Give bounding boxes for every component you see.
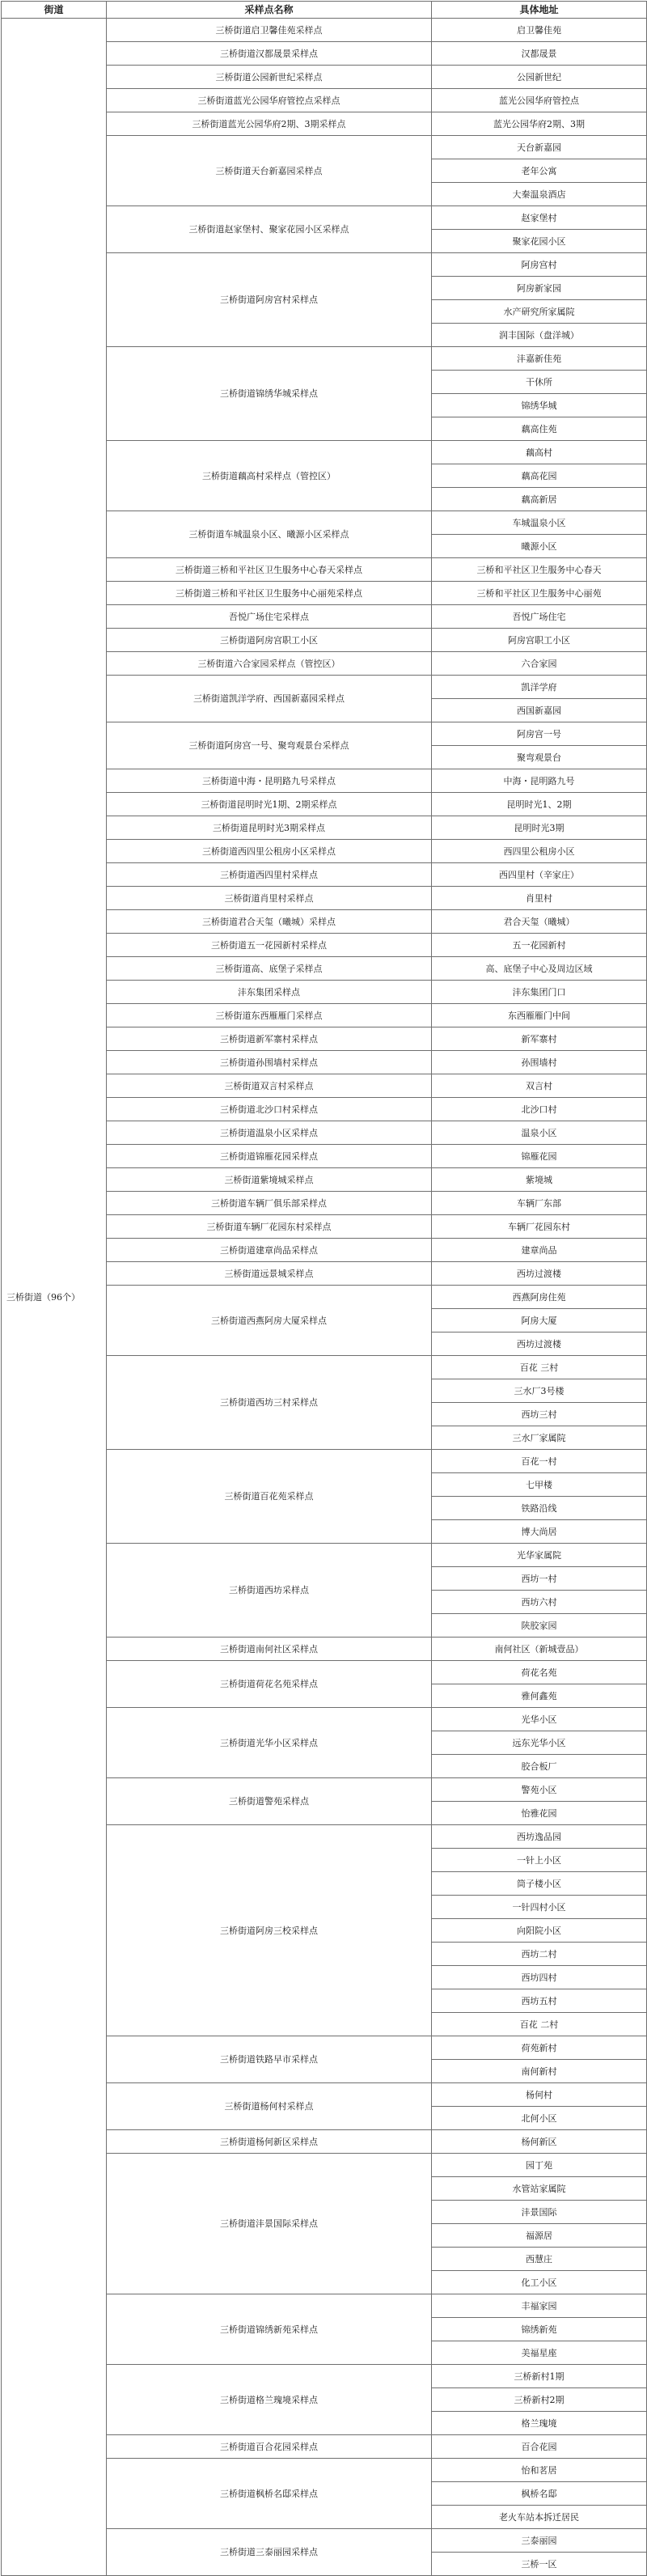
address-cell: 西四里村（辛家庄） xyxy=(432,863,647,887)
address-cell: 百花 三村 xyxy=(432,1356,647,1379)
site-name-cell: 三桥街道汉都晟景采样点 xyxy=(107,42,432,66)
address-cell: 车辆厂花园东村 xyxy=(432,1215,647,1239)
site-name-cell: 三桥街道蓝光公园华府2期、3期采样点 xyxy=(107,112,432,136)
address-cell: 老火车站本拆迁居民 xyxy=(432,2506,647,2529)
address-cell: 建章尚品 xyxy=(432,1239,647,1262)
site-name-cell: 三桥街道阿房宫职工小区 xyxy=(107,629,432,652)
address-cell: 化工小区 xyxy=(432,2271,647,2294)
address-column-header: 具体地址 xyxy=(432,2,647,19)
address-cell: 荷花名苑 xyxy=(432,1661,647,1684)
site-name-cell: 三桥街道阿房宫村采样点 xyxy=(107,253,432,347)
address-cell: 西坊一村 xyxy=(432,1567,647,1591)
site-name-cell: 三桥街道温泉小区采样点 xyxy=(107,1121,432,1145)
address-cell: 西坊逸品园 xyxy=(432,1825,647,1849)
site-name-cell: 三桥街道三桥和平社区卫生服务中心春天采样点 xyxy=(107,558,432,582)
address-cell: 西燕阿房住苑 xyxy=(432,1286,647,1309)
address-cell: 凯洋学府 xyxy=(432,676,647,699)
address-cell: 怡和茗居 xyxy=(432,2459,647,2482)
address-cell: 君合天玺（曦城） xyxy=(432,910,647,934)
address-cell: 吾悦广场住宅 xyxy=(432,605,647,629)
site-name-cell: 三桥街道中海・昆明路九号采样点 xyxy=(107,769,432,793)
site-name-cell: 三桥街道西燕阿房大厦采样点 xyxy=(107,1286,432,1356)
site-name-cell: 三桥街道格兰瑰境采样点 xyxy=(107,2365,432,2435)
address-cell: 百花 二村 xyxy=(432,2013,647,2036)
address-cell: 藕高新居 xyxy=(432,488,647,511)
address-cell: 丰福家园 xyxy=(432,2294,647,2318)
site-name-cell: 三桥街道蓝光公园华府管控点采样点 xyxy=(107,89,432,112)
site-name-cell: 三桥街道赵家堡村、聚家花园小区采样点 xyxy=(107,206,432,253)
site-name-cell: 三桥街道北沙口村采样点 xyxy=(107,1098,432,1121)
address-cell: 昆明时光3期 xyxy=(432,816,647,840)
address-cell: 西坊过渡楼 xyxy=(432,1262,647,1286)
address-cell: 陕胶家园 xyxy=(432,1614,647,1638)
site-name-cell: 三桥街道五一花园新村采样点 xyxy=(107,934,432,957)
site-name-cell: 三桥街道天台新嘉园采样点 xyxy=(107,136,432,206)
address-cell: 双言村 xyxy=(432,1074,647,1098)
address-cell: 三泰丽园 xyxy=(432,2529,647,2553)
site-name-cell: 三桥街道启卫馨佳苑采样点 xyxy=(107,19,432,42)
address-cell: 曦源小区 xyxy=(432,535,647,558)
address-cell: 西国新嘉园 xyxy=(432,699,647,722)
address-cell: 聚弯观景台 xyxy=(432,746,647,769)
address-cell: 西坊三村 xyxy=(432,1403,647,1426)
address-cell: 三水厂3号楼 xyxy=(432,1379,647,1403)
site-name-cell: 三桥街道车辆厂俱乐部采样点 xyxy=(107,1192,432,1215)
address-cell: 杨何新区 xyxy=(432,2130,647,2154)
address-cell: 福源居 xyxy=(432,2224,647,2248)
address-cell: 蓝光公园华府2期、3期 xyxy=(432,112,647,136)
sampling-sites-table xyxy=(1,1,647,2576)
address-cell: 车城温泉小区 xyxy=(432,511,647,535)
site-name-cell: 三桥街道锦绣新苑采样点 xyxy=(107,2294,432,2365)
address-cell: 铁路沿线 xyxy=(432,1497,647,1520)
address-cell: 远东光华小区 xyxy=(432,1731,647,1755)
address-cell: 向阳院小区 xyxy=(432,1919,647,1943)
site-name-cell: 三桥街道锦绣华城采样点 xyxy=(107,347,432,441)
site-name-cell: 三桥街道车城温泉小区、曦源小区采样点 xyxy=(107,511,432,558)
address-cell: 北沙口村 xyxy=(432,1098,647,1121)
site-name-cell: 三桥街道三桥和平社区卫生服务中心丽苑采样点 xyxy=(107,582,432,605)
address-cell: 一针上小区 xyxy=(432,1849,647,1872)
address-cell: 西坊过渡楼 xyxy=(432,1332,647,1356)
address-cell: 车辆厂东部 xyxy=(432,1192,647,1215)
site-name-cell: 吾悦广场住宅采样点 xyxy=(107,605,432,629)
site-name-column-header: 采样点名称 xyxy=(107,2,432,19)
address-cell: 三水厂家属院 xyxy=(432,1426,647,1450)
address-cell: 启卫馨佳苑 xyxy=(432,19,647,42)
address-cell: 三桥和平社区卫生服务中心春天 xyxy=(432,558,647,582)
address-cell: 格兰瑰境 xyxy=(432,2412,647,2435)
address-cell: 三桥新村1期 xyxy=(432,2365,647,2388)
address-cell: 汉都晟景 xyxy=(432,42,647,66)
address-cell: 西坊四村 xyxy=(432,1966,647,1989)
address-cell: 雅何鑫苑 xyxy=(432,1684,647,1708)
site-name-cell: 三桥街道新军寨村采样点 xyxy=(107,1027,432,1051)
address-cell: 西坊二村 xyxy=(432,1943,647,1966)
address-cell: 怡雅花园 xyxy=(432,1802,647,1825)
street-column-header: 街道 xyxy=(2,2,107,19)
address-cell: 东西雁雁门中间 xyxy=(432,1004,647,1027)
site-name-cell: 三桥街道阿房三校采样点 xyxy=(107,1825,432,2036)
address-cell: 七甲楼 xyxy=(432,1473,647,1497)
address-cell: 沣东集团门口 xyxy=(432,981,647,1004)
address-cell: 三桥新村2期 xyxy=(432,2388,647,2412)
site-name-cell: 沣东集团采样点 xyxy=(107,981,432,1004)
site-name-cell: 三桥街道铁路早市采样点 xyxy=(107,2036,432,2083)
address-cell: 聚家花园小区 xyxy=(432,230,647,253)
address-cell: 光华小区 xyxy=(432,1708,647,1731)
address-cell: 阿房宫村 xyxy=(432,253,647,277)
address-cell: 园丁苑 xyxy=(432,2154,647,2177)
address-cell: 公园新世纪 xyxy=(432,66,647,89)
address-cell: 紫境城 xyxy=(432,1168,647,1192)
address-cell: 一针四村小区 xyxy=(432,1896,647,1919)
address-cell: 沣景国际 xyxy=(432,2201,647,2224)
table-row xyxy=(2,19,647,42)
site-name-cell: 三桥街道肖里村采样点 xyxy=(107,887,432,910)
site-name-cell: 三桥街道三泰丽园采样点 xyxy=(107,2529,432,2576)
address-cell: 筒子楼小区 xyxy=(432,1872,647,1896)
site-name-cell: 三桥街道藕高村采样点（管控区） xyxy=(107,441,432,511)
address-cell: 胶合板厂 xyxy=(432,1755,647,1778)
address-cell: 干休所 xyxy=(432,371,647,394)
street-name-cell: 三桥街道（96个） xyxy=(2,19,107,2576)
address-cell: 阿房宫职工小区 xyxy=(432,629,647,652)
address-cell: 水管站家属院 xyxy=(432,2177,647,2201)
address-cell: 光华家属院 xyxy=(432,1544,647,1567)
site-name-cell: 三桥街道公园新世纪采样点 xyxy=(107,66,432,89)
address-cell: 赵家堡村 xyxy=(432,206,647,230)
address-cell: 西四里公租房小区 xyxy=(432,840,647,863)
site-name-cell: 三桥街道君合天玺（曦城）采样点 xyxy=(107,910,432,934)
site-name-cell: 三桥街道昆明时光1期、2期采样点 xyxy=(107,793,432,816)
address-cell: 西慧庄 xyxy=(432,2248,647,2271)
address-cell: 润丰国际（盘洋城） xyxy=(432,324,647,347)
address-cell: 锦雁花园 xyxy=(432,1145,647,1168)
site-name-cell: 三桥街道西四里村采样点 xyxy=(107,863,432,887)
address-cell: 西坊六村 xyxy=(432,1591,647,1614)
address-cell: 南何社区（新城壹品） xyxy=(432,1638,647,1661)
site-name-cell: 三桥街道六合家园采样点（管控区） xyxy=(107,652,432,676)
site-name-cell: 三桥街道东西雁雁门采样点 xyxy=(107,1004,432,1027)
address-cell: 肖里村 xyxy=(432,887,647,910)
address-cell: 锦绣华城 xyxy=(432,394,647,417)
address-cell: 北何小区 xyxy=(432,2107,647,2130)
address-cell: 大秦温泉酒店 xyxy=(432,183,647,206)
address-cell: 西坊五村 xyxy=(432,1989,647,2013)
address-cell: 六合家园 xyxy=(432,652,647,676)
site-name-cell: 三桥街道百花苑采样点 xyxy=(107,1450,432,1544)
site-name-cell: 三桥街道南何社区采样点 xyxy=(107,1638,432,1661)
site-name-cell: 三桥街道紫境城采样点 xyxy=(107,1168,432,1192)
address-cell: 老年公寓 xyxy=(432,159,647,183)
address-cell: 美福星座 xyxy=(432,2341,647,2365)
table-body xyxy=(2,19,647,2576)
address-cell: 温泉小区 xyxy=(432,1121,647,1145)
address-cell: 三桥和平社区卫生服务中心丽苑 xyxy=(432,582,647,605)
address-cell: 杨何村 xyxy=(432,2083,647,2107)
address-cell: 昆明时光1、2期 xyxy=(432,793,647,816)
address-cell: 五一花园新村 xyxy=(432,934,647,957)
address-cell: 博大尚居 xyxy=(432,1520,647,1544)
site-name-cell: 三桥街道锦雁花园采样点 xyxy=(107,1145,432,1168)
site-name-cell: 三桥街道西四里公租房小区采样点 xyxy=(107,840,432,863)
site-name-cell: 三桥街道西坊三村采样点 xyxy=(107,1356,432,1450)
address-cell: 锦绣新苑 xyxy=(432,2318,647,2341)
address-cell: 新军寨村 xyxy=(432,1027,647,1051)
address-cell: 百合花园 xyxy=(432,2435,647,2459)
site-name-cell: 三桥街道昆明时光3期采样点 xyxy=(107,816,432,840)
address-cell: 警苑小区 xyxy=(432,1778,647,1802)
site-name-cell: 三桥街道双言村采样点 xyxy=(107,1074,432,1098)
address-cell: 阿房新家园 xyxy=(432,277,647,300)
site-name-cell: 三桥街道枫桥名邸采样点 xyxy=(107,2459,432,2529)
address-cell: 百花一村 xyxy=(432,1450,647,1473)
address-cell: 阿房宫一号 xyxy=(432,722,647,746)
address-cell: 藕高住苑 xyxy=(432,417,647,441)
site-name-cell: 三桥街道凯洋学府、西国新嘉园采样点 xyxy=(107,676,432,722)
address-cell: 藕高村 xyxy=(432,441,647,464)
address-cell: 蓝光公园华府管控点 xyxy=(432,89,647,112)
address-cell: 水产研究所家属院 xyxy=(432,300,647,324)
address-cell: 三桥一区 xyxy=(432,2553,647,2576)
address-cell: 中海・昆明路九号 xyxy=(432,769,647,793)
site-name-cell: 三桥街道荷花名苑采样点 xyxy=(107,1661,432,1708)
address-cell: 天台新嘉园 xyxy=(432,136,647,159)
address-cell: 高、底堡子中心及周边区域 xyxy=(432,957,647,981)
site-name-cell: 三桥街道西坊采样点 xyxy=(107,1544,432,1638)
address-cell: 枫桥名邸 xyxy=(432,2482,647,2506)
address-cell: 孙围墙村 xyxy=(432,1051,647,1074)
site-name-cell: 三桥街道光华小区采样点 xyxy=(107,1708,432,1778)
site-name-cell: 三桥街道高、底堡子采样点 xyxy=(107,957,432,981)
site-name-cell: 三桥街道孙围墙村采样点 xyxy=(107,1051,432,1074)
address-cell: 沣嘉新佳苑 xyxy=(432,347,647,371)
site-name-cell: 三桥街道车辆厂花园东村采样点 xyxy=(107,1215,432,1239)
site-name-cell: 三桥街道建章尚品采样点 xyxy=(107,1239,432,1262)
site-name-cell: 三桥街道杨何村采样点 xyxy=(107,2083,432,2130)
address-cell: 南何新村 xyxy=(432,2060,647,2083)
site-name-cell: 三桥街道阿房宫一号、聚弯观景台采样点 xyxy=(107,722,432,769)
address-cell: 荷苑新村 xyxy=(432,2036,647,2060)
site-name-cell: 三桥街道远景城采样点 xyxy=(107,1262,432,1286)
table-header-row xyxy=(2,2,647,19)
site-name-cell: 三桥街道百合花园采样点 xyxy=(107,2435,432,2459)
address-cell: 阿房大厦 xyxy=(432,1309,647,1332)
site-name-cell: 三桥街道警苑采样点 xyxy=(107,1778,432,1825)
site-name-cell: 三桥街道杨何新区采样点 xyxy=(107,2130,432,2154)
site-name-cell: 三桥街道沣景国际采样点 xyxy=(107,2154,432,2294)
address-cell: 藕高花园 xyxy=(432,464,647,488)
